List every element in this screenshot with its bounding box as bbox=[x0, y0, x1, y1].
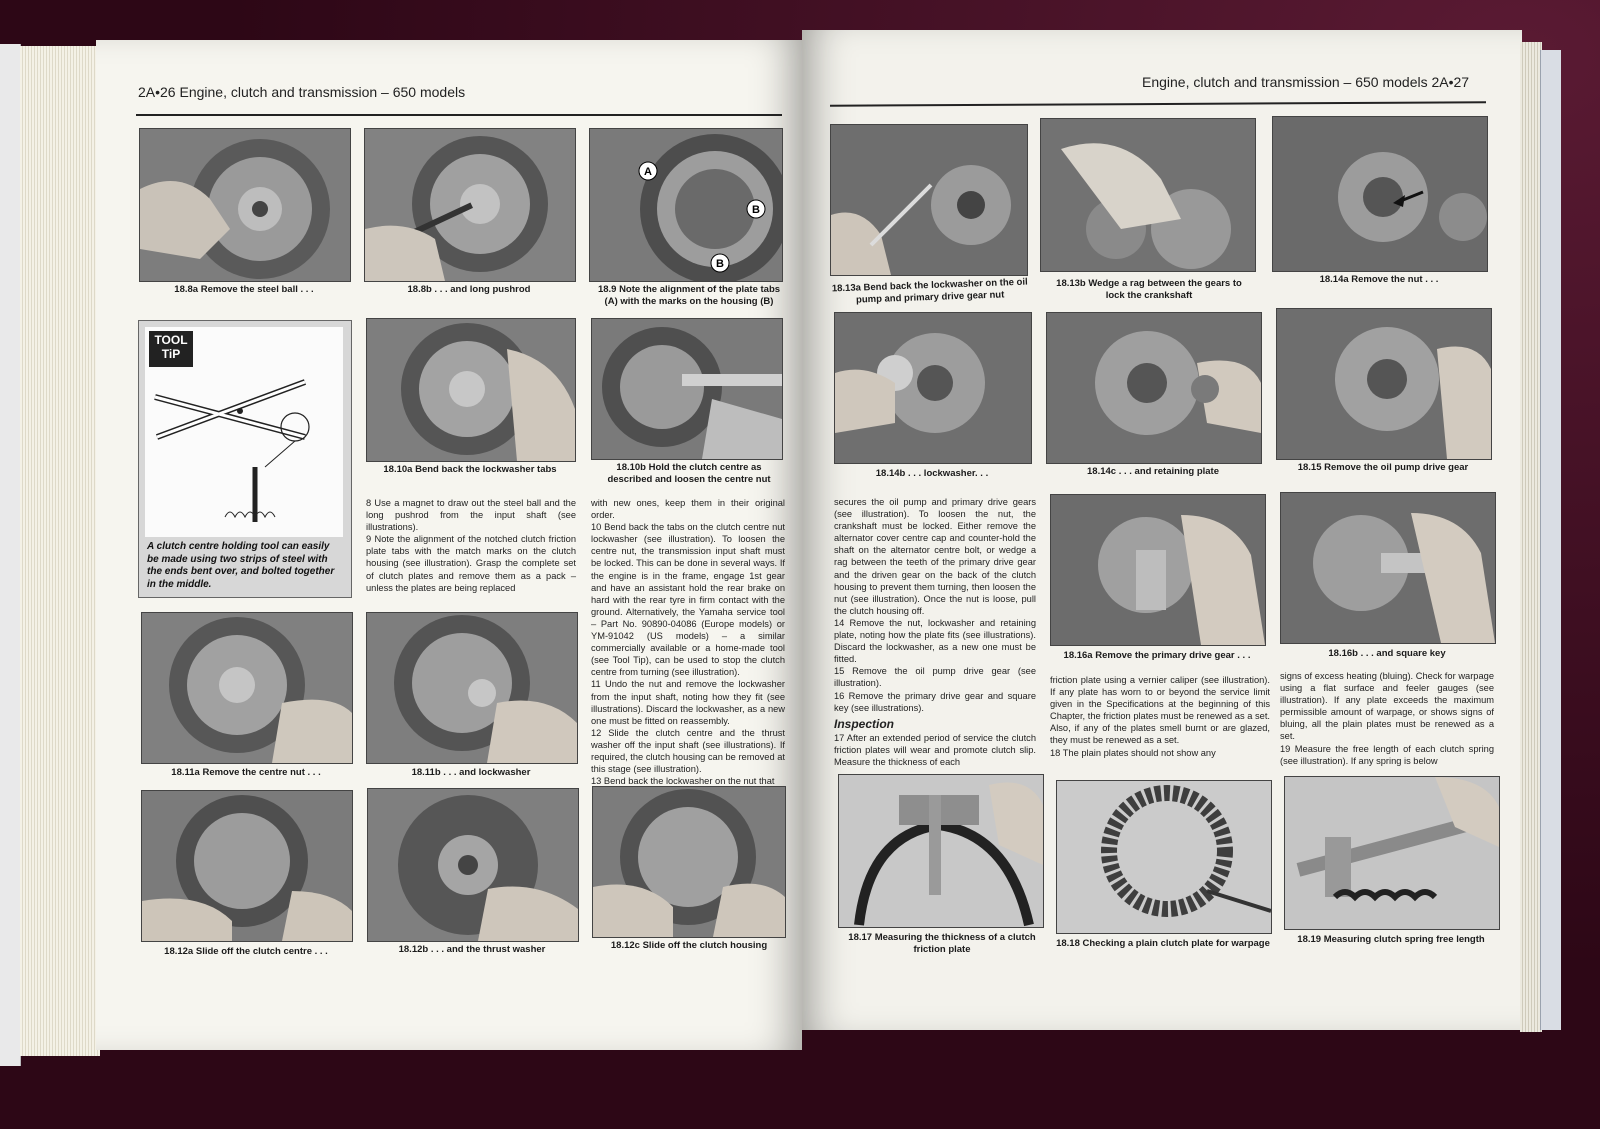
label-b-1: B bbox=[752, 204, 760, 216]
caption-18-13a: 18.13a Bend back the lockwasher on the oil pump and primary drive gear nut bbox=[831, 276, 1028, 306]
right-page-header: Engine, clutch and transmission – 650 models 2A•27 bbox=[1142, 74, 1470, 90]
para-cont-col3: signs of excess heating (bluing). Check for warpage using a flat surface and feeler gauges (see illustration). If any plate exceeds the maximum permissible amount of warpage, or shows signs of bluing, all the plain plates must be renewed as a set. bbox=[1280, 671, 1494, 742]
caption-18-15: 18.15 Remove the oil pump drive gear bbox=[1297, 462, 1469, 473]
para-11: 11 Undo the nut and remove the lockwasher from the input shaft, noting how they fit (see illustrations). Discard the lockwasher, as a new one must be fitted on reassembly. bbox=[591, 679, 785, 726]
caption-18-19: 18.19 Measuring clutch spring free length bbox=[1297, 934, 1485, 945]
right-text-column-3 bbox=[1280, 670, 1494, 767]
tool-tip-logo-line2: TiP bbox=[161, 347, 181, 361]
para-17: 17 After an extended period of service the clutch friction plates will wear and promote clutch slip. Measure the thickness of each bbox=[834, 732, 1036, 767]
photo-18-14c bbox=[1046, 312, 1262, 464]
photo-18-9 bbox=[589, 128, 783, 282]
para-19: 19 Measure the free length of each clutch spring (see illustration). If any spring is below bbox=[1280, 743, 1494, 766]
left-text-column-2 bbox=[591, 497, 785, 787]
photo-18-8a bbox=[139, 128, 351, 282]
para-18: 18 The plain plates should not show any bbox=[1050, 747, 1216, 758]
photo-18-14a bbox=[1272, 116, 1488, 272]
para-cont-col2: friction plate using a vernier caliper (see illustration). If any plate has worn to or beyond the service limit given in the Specifications at the beginning of this Chapter, the friction plates must be renewed as a set. Also, if any of the plates smell burnt or are glazed, they must be renewed as a set. bbox=[1050, 675, 1270, 746]
caption-18-12a: 18.12a Slide off the clutch centre . . . bbox=[164, 946, 328, 957]
photo-18-12c bbox=[592, 786, 786, 938]
caption-18-16a: 18.16a Remove the primary drive gear . . . bbox=[1063, 650, 1251, 661]
photo-18-18 bbox=[1056, 780, 1272, 934]
page-edges-left bbox=[20, 46, 100, 1056]
photo-18-10b bbox=[591, 318, 783, 460]
photo-18-11b bbox=[366, 612, 578, 764]
right-text-column-2 bbox=[1050, 674, 1270, 759]
photo-18-10a bbox=[366, 318, 576, 462]
tool-tip-diagram bbox=[145, 327, 343, 537]
photo-18-13b bbox=[1040, 118, 1256, 272]
photo-18-13a bbox=[830, 124, 1028, 276]
para-13: 13 Bend back the lockwasher on the nut that bbox=[591, 776, 775, 787]
caption-18-11a: 18.11a Remove the centre nut . . . bbox=[171, 767, 321, 778]
caption-18-10b: 18.10b Hold the clutch centre as described and loosen the centre nut bbox=[607, 462, 771, 485]
caption-18-16b: 18.16b . . . and square key bbox=[1328, 648, 1446, 659]
caption-18-14a: 18.14a Remove the nut . . . bbox=[1319, 274, 1439, 285]
para-9: 9 Note the alignment of the notched clutch friction plate tabs with the match marks on the clutch housing (see illustration). Grasp the complete set of clutch plates and remove them as a pack – unless the plates are being replaced bbox=[366, 534, 576, 593]
para-cont-left: with new ones, keep them in their original order. bbox=[591, 498, 785, 521]
tool-tip-caption: A clutch centre holding tool can easily be made using two strips of steel with the ends bent over, and bolted together in the middle. bbox=[147, 541, 335, 590]
book-cover-right bbox=[1540, 50, 1561, 1030]
photo-18-14b bbox=[834, 312, 1032, 464]
tool-tip-logo-line1: TOOL bbox=[154, 333, 188, 347]
caption-18-8a: 18.8a Remove the steel ball . . . bbox=[174, 284, 314, 295]
holding-tool-drawing bbox=[145, 327, 343, 537]
photo-18-11a bbox=[141, 612, 353, 764]
caption-18-12c: 18.12c Slide off the clutch housing bbox=[610, 940, 768, 951]
photo-18-8b bbox=[364, 128, 576, 282]
para-14: 14 Remove the nut, lockwasher and retaining plate, noting how the plate fits (see illustrations). Discard the lockwasher, as a new one must be fitted. bbox=[834, 617, 1036, 665]
photo-18-16b bbox=[1280, 492, 1496, 644]
label-b-2: B bbox=[716, 258, 724, 270]
photo-18-16a bbox=[1050, 494, 1266, 646]
left-header-rule bbox=[136, 114, 782, 116]
photo-18-19 bbox=[1284, 776, 1500, 930]
right-text-column-1 bbox=[834, 496, 1036, 768]
caption-18-18: 18.18 Checking a plain clutch plate for warpage bbox=[1056, 938, 1270, 949]
photo-18-12b bbox=[367, 788, 579, 942]
caption-18-8b: 18.8b . . . and long pushrod bbox=[407, 284, 531, 295]
label-a: A bbox=[644, 166, 652, 178]
photo-18-15 bbox=[1276, 308, 1492, 460]
para-15: 15 Remove the oil pump drive gear (see illustration). bbox=[834, 666, 1036, 689]
caption-18-14c: 18.14c . . . and retaining plate bbox=[1087, 466, 1219, 477]
caption-18-13b: 18.13b Wedge a rag between the gears to lock the crankshaft bbox=[1056, 278, 1242, 301]
caption-18-14b: 18.14b . . . lockwasher. . . bbox=[875, 468, 989, 479]
caption-18-9: 18.9 Note the alignment of the plate tabs (A) with the marks on the housing (B) bbox=[597, 284, 781, 307]
caption-18-11b: 18.11b . . . and lockwasher bbox=[411, 767, 531, 778]
para-8: 8 Use a magnet to draw out the steel ball and the long pushrod from the input shaft (see illustrations). bbox=[366, 498, 576, 533]
para-10: 10 Bend back the tabs on the clutch centre nut lockwasher (see illustration). To loosen the centre nut, the transmission input shaft must be locked. This can be done in several ways. If the engine is in the frame, engage 1st gear and have an assistant hold the rear brake on hard with the rear tyre in firm contact with the ground. Alternatively, the Yamaha service tool – Part No. 90890-04086 (Europe models) or YM-91042 (US models) – a similar commercially available or a home-made tool (see Tool Tip), can be used to stop the clutch centre from turning (see illustration). bbox=[591, 522, 785, 678]
caption-18-12b: 18.12b . . . and the thrust washer bbox=[398, 944, 546, 955]
caption-18-10a: 18.10a Bend back the lockwasher tabs bbox=[383, 464, 557, 475]
photo-18-17 bbox=[838, 774, 1044, 928]
left-text-column-1 bbox=[366, 497, 576, 594]
book-cover-left bbox=[0, 44, 21, 1066]
para-16: 16 Remove the primary drive gear and square key (see illustrations). bbox=[834, 690, 1036, 713]
inspection-heading: Inspection bbox=[834, 716, 895, 731]
para-12: 12 Slide the clutch centre and the thrust washer off the input shaft (see illustrations). If required, the clutch housing can be removed at this stage (see illustration). bbox=[591, 727, 785, 775]
caption-18-17: 18.17 Measuring the thickness of a clutch friction plate bbox=[848, 932, 1036, 955]
photo-18-12a bbox=[141, 790, 353, 942]
left-page-header: 2A•26 Engine, clutch and transmission – 650 models bbox=[138, 84, 466, 100]
para-cont-right: secures the oil pump and primary drive gears (see illustration). To loosen the nut, the crankshaft must be locked. Either remove the alternator cover centre cap and counter-hold the shaft on the alternator centre bolt, or wedge a rag between the teeth of the primary drive gear and the driven gear on the back of the clutch housing to prevent them turning, then loosen the nut (see illustration). Once the nut is loose, pull the clutch housing off. bbox=[834, 497, 1036, 616]
page-edges-right bbox=[1520, 42, 1542, 1032]
tool-tip-box bbox=[138, 320, 352, 598]
